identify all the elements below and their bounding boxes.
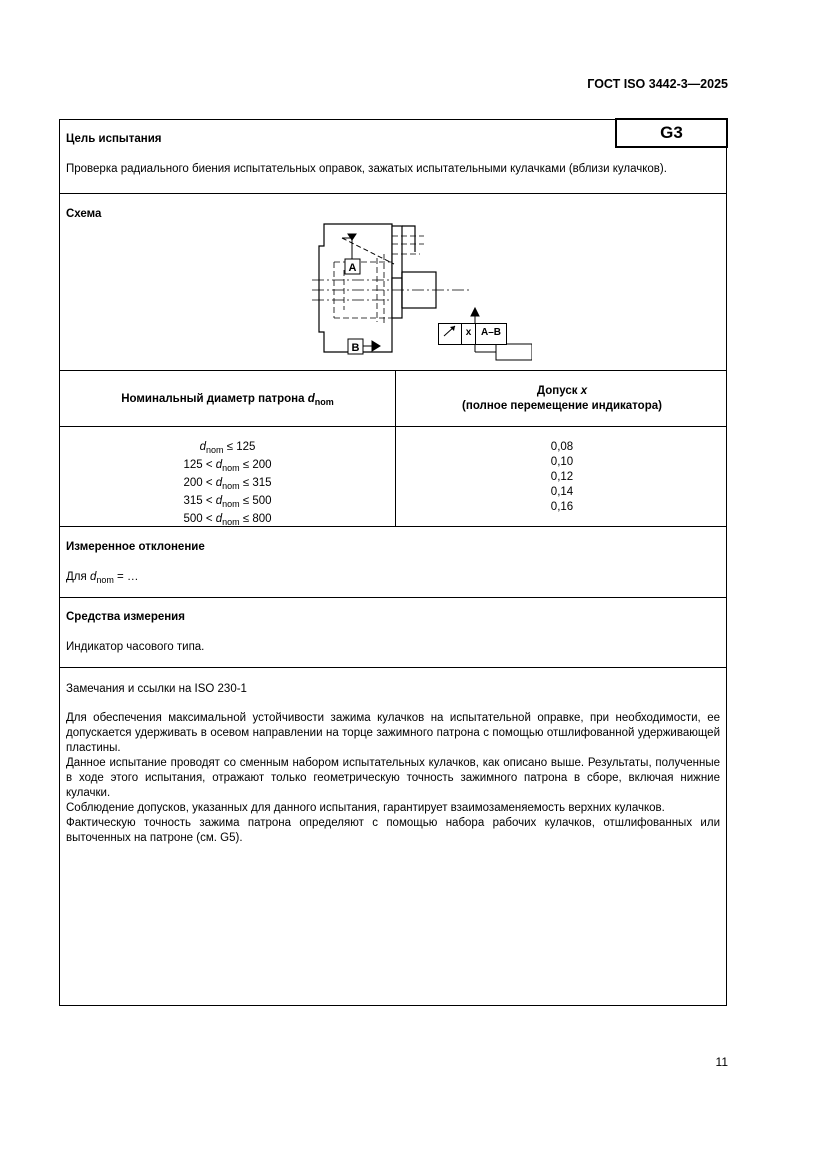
instruments-text: Индикатор часового типа. xyxy=(66,641,205,653)
document-id: ГОСТ ISO 3442-3—2025 xyxy=(587,77,728,91)
notes-body xyxy=(66,711,720,846)
page-number: 11 xyxy=(715,1055,728,1069)
divider xyxy=(60,597,726,598)
table-row-range: $500 < d_{nom} \le 800$ xyxy=(183,513,272,527)
notes-paragraph: Данное испытание проводят со сменным набором испытательных кулачков, как описано выше. Результаты, полученные в ходе этого испытания, отражают только геометрическую точность зажимного патрона в сборе, включая нижние кулачки. xyxy=(66,757,720,799)
scheme-title: Схема xyxy=(66,208,102,220)
table-row-tolerance: 0,16 xyxy=(550,501,574,513)
datum-label-a: A xyxy=(348,262,357,274)
notes-paragraph: Фактическую точность зажима патрона определяют с помощью набора рабочих кулачков, отшлифованных или выточенных на патроне (см. G5). xyxy=(66,817,720,844)
table-row-range: $200 < d_{nom} \le 315$ xyxy=(183,477,272,491)
notes-paragraph: Для обеспечения максимальной устойчивости зажима кулачков на испытательной оправке, при необходимости, ее допускается удерживать в осевом направлении на торце зажимного патрона с помощью отшлифованной удерживающей пластины. xyxy=(66,712,720,754)
divider xyxy=(60,667,726,668)
divider xyxy=(60,193,726,194)
notes-title: Замечания и ссылки на ISO 230-1 xyxy=(66,683,247,695)
table-row-range: $d_{nom} \le 125$ xyxy=(199,441,256,455)
tolerance-symbol: x xyxy=(462,324,476,344)
table-row-range: $315 < d_{nom} \le 500$ xyxy=(183,495,272,509)
deviation-text: Для $d_{nom}$ = … xyxy=(66,571,139,585)
runout-arrow-icon xyxy=(439,324,462,344)
table-row-tolerance: 0,12 xyxy=(550,471,574,483)
purpose-title: Цель испытания xyxy=(66,133,162,145)
table-row-tolerance: 0,14 xyxy=(550,486,574,498)
divider xyxy=(60,526,726,527)
tolerance-frame xyxy=(438,323,507,345)
datum-label-b: B xyxy=(351,342,360,354)
tolerance-values xyxy=(396,440,728,515)
instruments-title: Средства измерения xyxy=(66,611,185,623)
col2-header: Допуск x (полное перемещение индикатора) xyxy=(462,385,662,412)
table-row-tolerance: 0,10 xyxy=(550,456,574,468)
tolerance-datum: A–B xyxy=(480,327,501,338)
notes-paragraph: Соблюдение допусков, указанных для данного испытания, гарантирует взаимозаменяемость верхних кулачков. xyxy=(66,802,665,814)
diameter-ranges xyxy=(60,440,395,530)
purpose-text: Проверка радиального биения испытательных оправок, зажатых испытательными кулачками (вблизи кулачков). xyxy=(66,163,667,175)
table-row-tolerance: 0,08 xyxy=(550,441,574,453)
test-sheet xyxy=(59,119,727,1006)
col1-header: Номинальный диаметр патрона $d_{nom}$ xyxy=(121,393,334,407)
divider xyxy=(60,426,726,427)
test-id-box: G3 xyxy=(615,118,728,148)
table-row-range: $125 < d_{nom} \le 200$ xyxy=(183,459,272,473)
deviation-title: Измеренное отклонение xyxy=(66,541,205,553)
divider xyxy=(60,370,726,371)
